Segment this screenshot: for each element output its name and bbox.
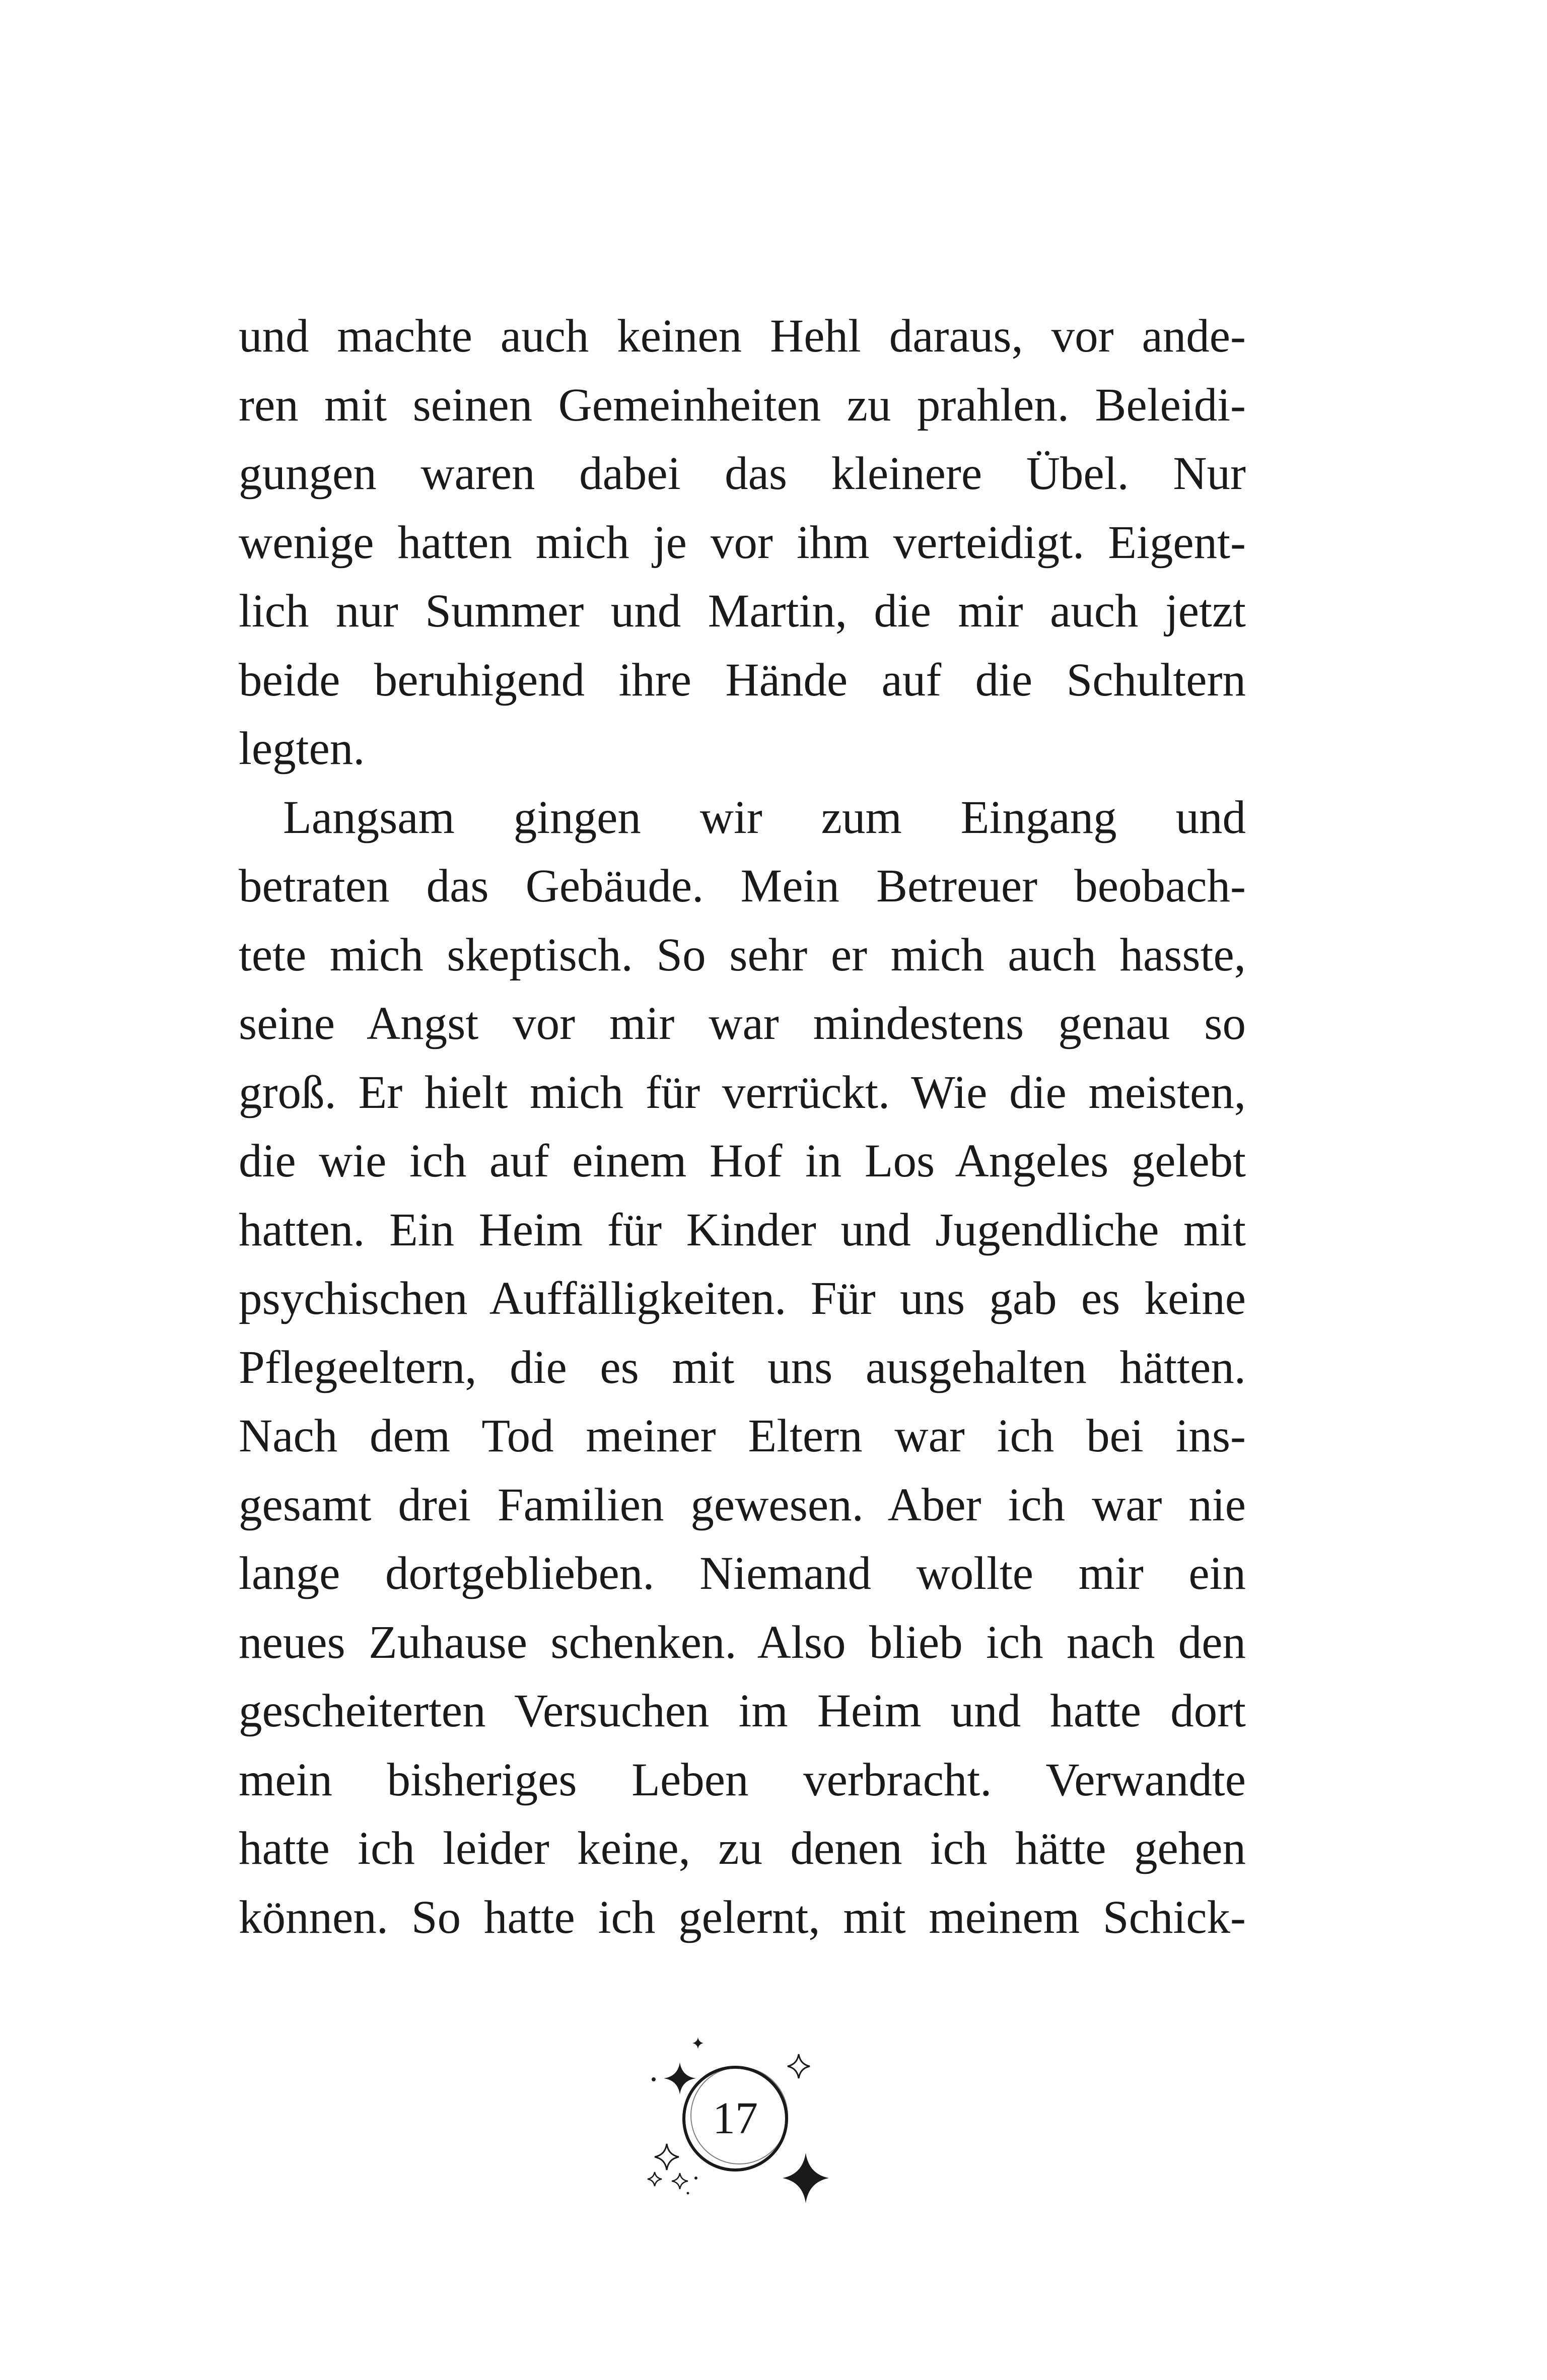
text-line: betraten das Gebäude. Mein Betreuer beobach- bbox=[239, 860, 1246, 912]
page-number: 17 bbox=[713, 2093, 758, 2143]
text-line: beide beruhigend ihre Hände auf die Schultern bbox=[239, 654, 1246, 706]
text-line: die wie ich auf einem Hof in Los Angeles gelebt bbox=[239, 1135, 1246, 1187]
text-line: wenige hatten mich je vor ihm verteidigt. Eigent- bbox=[239, 516, 1246, 569]
text-line: legten. bbox=[239, 723, 365, 775]
text-line: lich nur Summer und Martin, die mir auch jetzt bbox=[239, 585, 1246, 637]
text-line: Langsam gingen wir zum Eingang und bbox=[283, 791, 1246, 844]
body-text bbox=[239, 302, 1246, 2021]
text-line: gescheiterten Versuchen im Heim und hatte dort bbox=[239, 1685, 1246, 1737]
text-line: psychischen Auffälligkeiten. Für uns gab es keine bbox=[239, 1273, 1246, 1324]
text-line: hatte ich leider keine, zu denen ich hätte gehen bbox=[239, 1823, 1246, 1874]
text-line: Pflegeeltern, die es mit uns ausgehalten hätten. bbox=[239, 1341, 1246, 1393]
text-line: und machte auch keinen Hehl daraus, vor ande- bbox=[239, 310, 1246, 362]
text-line: gungen waren dabei das kleinere Übel. Nur bbox=[239, 448, 1246, 500]
text-line: ren mit seinen Gemeinheiten zu prahlen. Beleidi- bbox=[239, 379, 1246, 431]
text-line: neues Zuhause schenken. Also blieb ich nach den bbox=[239, 1616, 1246, 1668]
paragraph-1 bbox=[239, 302, 1246, 784]
text-line: mein bisheriges Leben verbracht. Verwandte bbox=[239, 1754, 1246, 1806]
text-line: seine Angst vor mir war mindestens genau so bbox=[239, 998, 1246, 1049]
text-line: lange dortgeblieben. Niemand wollte mir ein bbox=[239, 1548, 1246, 1599]
text-line: können. So hatte ich gelernt, mit meinem Schick- bbox=[239, 1891, 1246, 1943]
text-line: gesamt drei Familien gewesen. Aber ich war nie bbox=[239, 1479, 1246, 1531]
text-line: groß. Er hielt mich für verrückt. Wie die meisten, bbox=[239, 1066, 1246, 1118]
paragraph-2 bbox=[239, 784, 1246, 2021]
text-line: tete mich skeptisch. So sehr er mich auch hasste, bbox=[239, 929, 1246, 981]
text-line bbox=[239, 1952, 1246, 2021]
page-footer-ornament bbox=[640, 2012, 831, 2213]
text-line: Nach dem Tod meiner Eltern war ich bei ins- bbox=[239, 1410, 1246, 1462]
text-line: hatten. Ein Heim für Kinder und Jugendliche mit bbox=[239, 1204, 1246, 1256]
